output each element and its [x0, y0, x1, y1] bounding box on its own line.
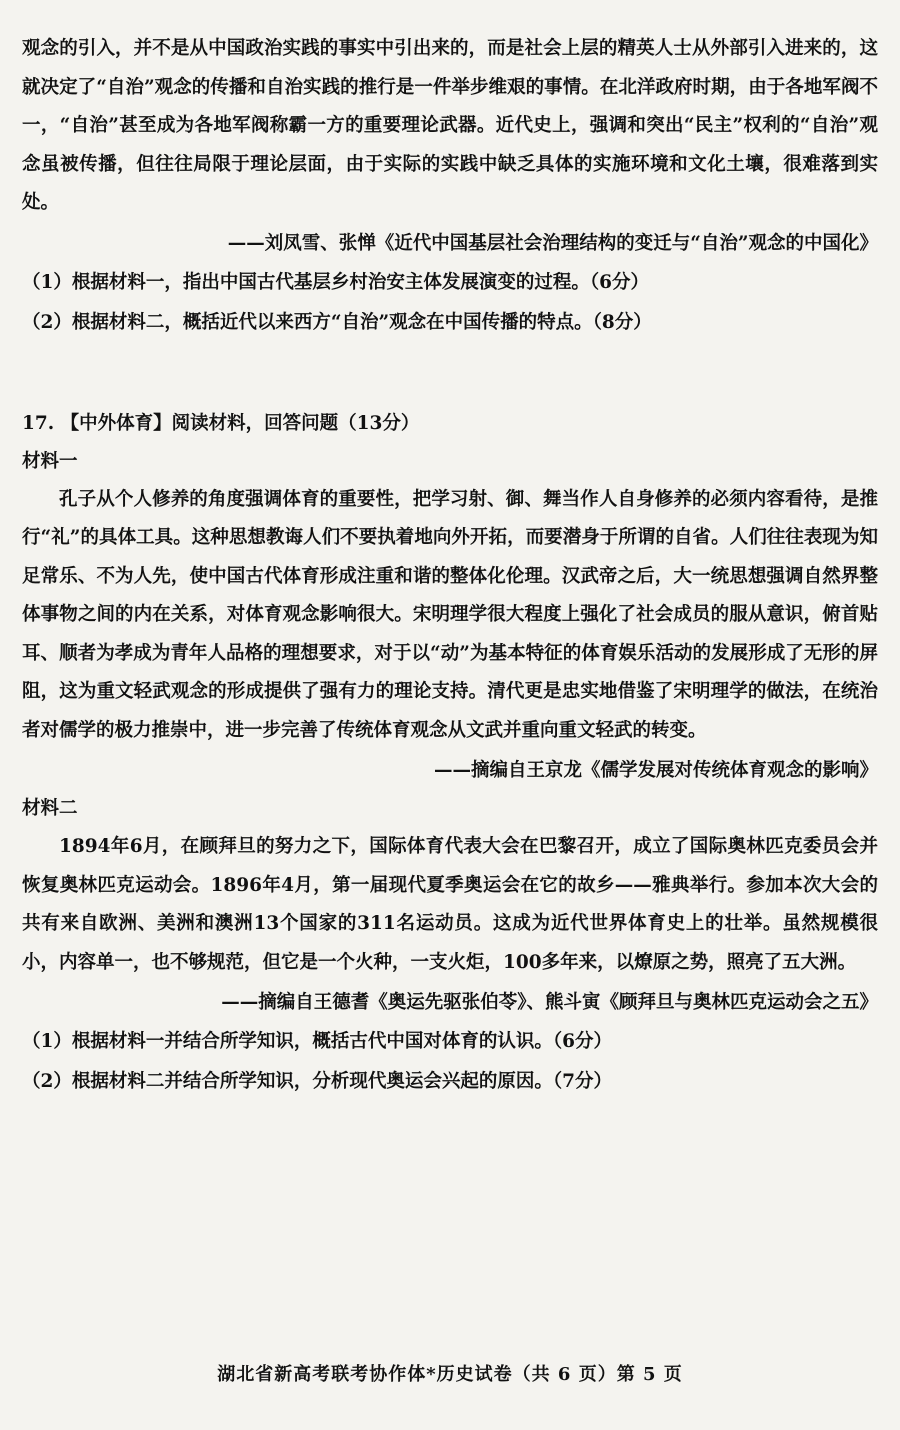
q17-material2-text: 1894年6月，在顾拜旦的努力之下，国际体育代表大会在巴黎召开，成立了国际奥林匹克委员会并恢复奥林匹克运动会。1896年4月，第一届现代夏季奥运会在它的故乡——雅典举行。参加本次大会的共有来自欧洲、美洲和澳洲13个国家的311名运动员。这成为近代世界体育史上的壮举。虽然规模很小，内容单一，也不够规范，但它是一个火种，一支火炬，100多年来，以燎原之势，照亮了五大洲。 — [22, 836, 878, 973]
q17-material1-source: ——摘编自王京龙《儒学发展对传统体育观念的影响》 — [433, 760, 878, 781]
q17-heading: 17. 【中外体育】阅读材料，回答问题（13分） — [22, 412, 420, 434]
q17-question-2: （2）根据材料二并结合所学知识，分析现代奥运会兴起的原因。（7分） — [22, 1071, 612, 1092]
q17-material1-text: 孔子从个人修养的角度强调体育的重要性，把学习射、御、舞当作人自身修养的必须内容看待，是推行“礼”的具体工具。这种思想教诲人们不要执着地向外开拓，而要潜身于所谓的自省。人们往往表现为知足常乐、不为人先，使中国古代体育形成注重和谐的整体化伦理。汉武帝之后，大一统思想强调自然界整体事物之间的内在关系，对体育观念影响很大。宋明理学很大程度上强化了社会成员的服从意识，俯首贴耳、顺者为孝成为青年人品格的理想要求，对于以“动”为基本特征的体育娱乐活动的发展形成了无形的屏阻，这为重文轻武观念的形成提供了强有力的理论支持。清代更是忠实地借鉴了宋明理学的做法，在统治者对儒学的极力推崇中，进一步完善了传统体育观念从文武并重向重文轻武的转变。 — [22, 488, 878, 741]
q17-material2-label: 材料二 — [22, 798, 78, 819]
q17-question-1: （1）根据材料一并结合所学知识，概括古代中国对体育的认识。（6分） — [22, 1031, 612, 1052]
q16-source-citation: ——刘凤雪、张惮《近代中国基层社会治理结构的变迁与“自治”观念的中国化》 — [227, 232, 878, 254]
q16-passage-tail: 观念的引入，并不是从中国政治实践的事实中引出来的，而是社会上层的精英人士从外部引入进来的，这就决定了“自治”观念的传播和自治实践的推行是一件举步维艰的事情。在北洋政府时期，由于各地军阀不一，“自治”甚至成为各地军阀称霸一方的重要理论武器。近代史上，强调和突出“民主”权利的“自治”观念虽被传播，但往往局限于理论层面，由于实际的实践中缺乏具体的实施环境和文化土壤，很难落到实处。 — [22, 38, 878, 213]
q17-material2-source: ——摘编自王德耆《奥运先驱张伯苓》、熊斗寅《顾拜旦与奥林匹克运动会之五》 — [221, 992, 878, 1013]
page-footer: 湖北省新高考联考协作体*历史试卷（共 6 页）第 5 页 — [217, 1364, 683, 1385]
q16-question-1: （1）根据材料一，指出中国古代基层乡村治安主体发展演变的过程。（6分） — [22, 271, 649, 293]
q17-material1-label: 材料一 — [22, 450, 78, 472]
q16-question-2: （2）根据材料二，概括近代以来西方“自治”观念在中国传播的特点。（8分） — [22, 311, 652, 333]
